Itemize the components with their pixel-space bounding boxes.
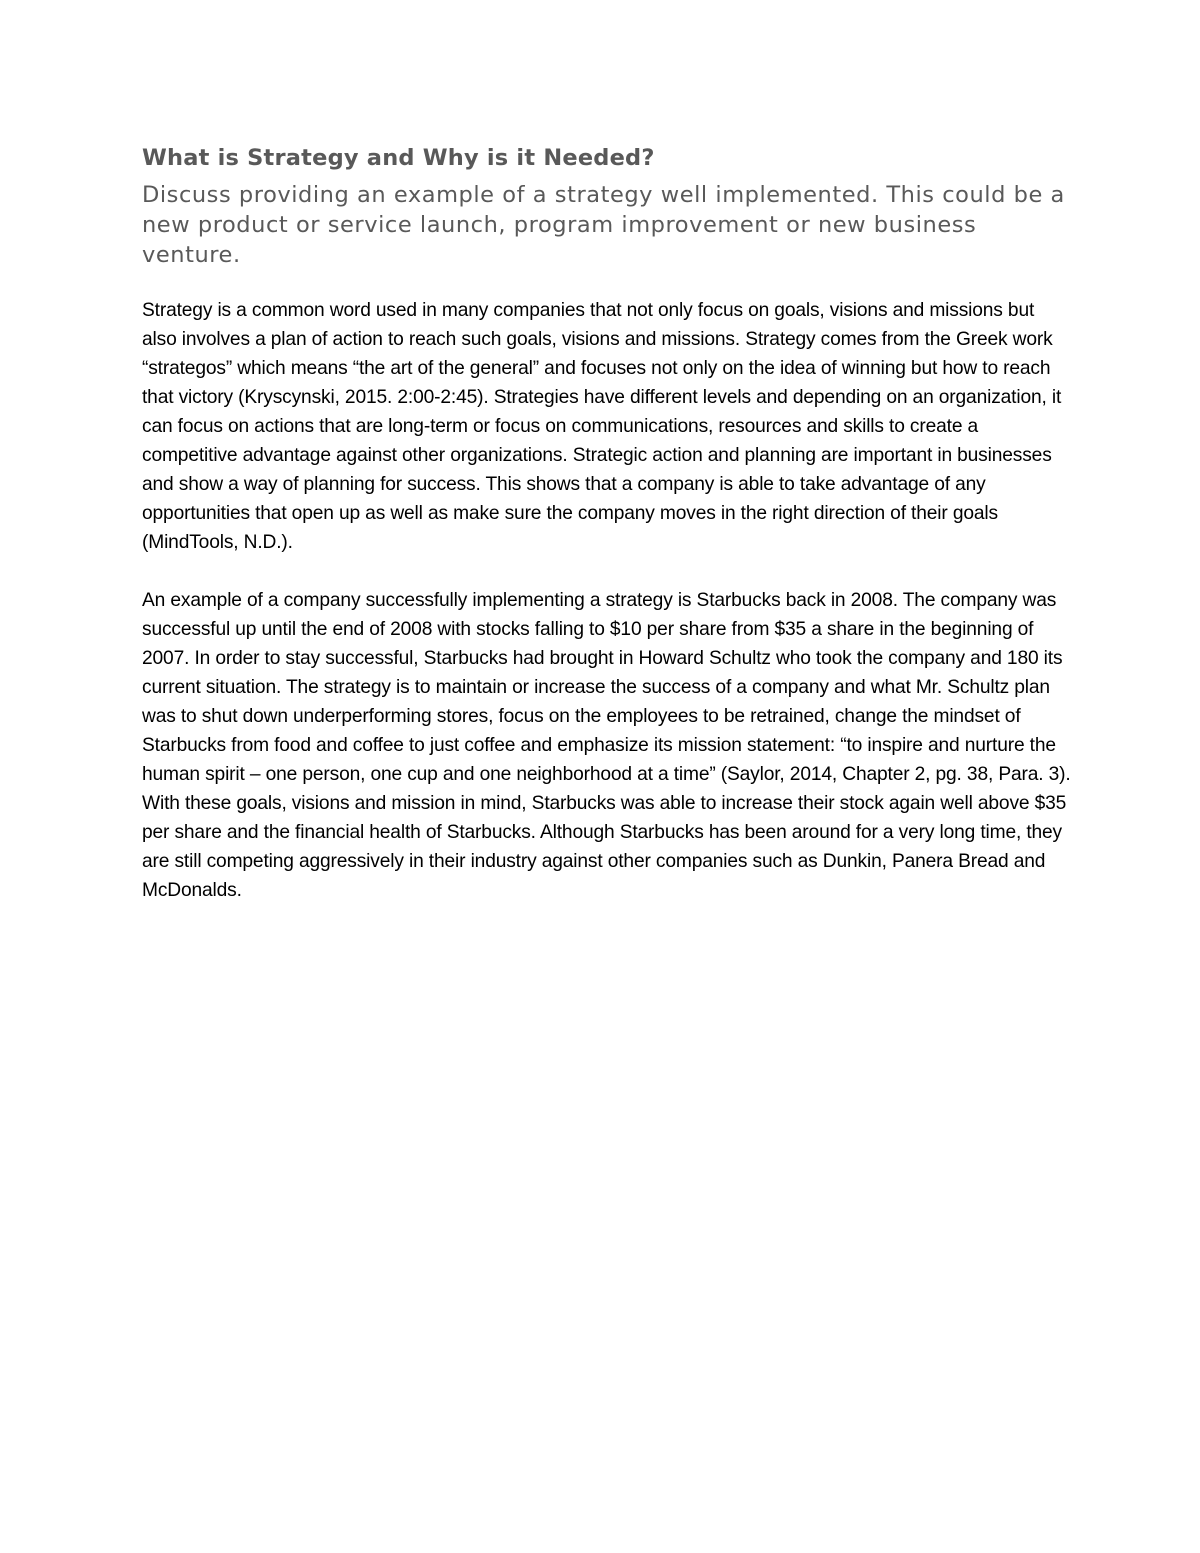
document-subtitle: Discuss providing an example of a strategy well implemented. This could be a new product or service launch, program improvement or new business venture. — [142, 182, 1065, 268]
paragraph-starbucks-example: An example of a company successfully implementing a strategy is Starbucks back in 2008. The company was successful up until the end of 2008 with stocks falling to $10 per share from $35 a share in the beginning of 2007. In order to stay successful, Starbucks had brought in Howard Schultz who took the company and 180 its current situation. The strategy is to maintain or increase the success of a company and what Mr. Schultz plan was to shut down underperforming stores, focus on the employees to be retrained, change the mindset of Starbucks from food and coffee to just coffee and emphasize its mission statement: “to inspire and nurture the human spirit – one person, one cup and one neighborhood at a time” (Saylor, 2014, Chapter 2, pg. 38, Para. 3). With these goals, visions and mission in mind, Starbucks was able to increase their stock again well above $35 per share and the financial health of Starbucks. Although Starbucks has been around for a very long time, they are still competing aggressively in their industry against other companies such as Dunkin, Panera Bread and McDonalds. — [142, 590, 1071, 901]
paragraph-strategy-definition: Strategy is a common word used in many companies that not only focus on goals, visions and missions but also involves a plan of action to reach such goals, visions and missions. Strategy comes from the Greek work “strategos” which means “the art of the general” and focuses not only on the idea of winning but how to reach that victory (Kryscynski, 2015. 2:00-2:45). Strategies have different levels and depending on an organization, it can focus on actions that are long-term or focus on communications, resources and skills to create a competitive advantage against other organizations. Strategic action and planning are important in businesses and show a way of planning for success. This shows that a company is able to take advantage of any opportunities that open up as well as make sure the company moves in the right direction of their goals (MindTools, N.D.). — [142, 300, 1062, 553]
document-title: What is Strategy and Why is it Needed? — [142, 145, 655, 171]
document-body — [142, 140, 1072, 905]
